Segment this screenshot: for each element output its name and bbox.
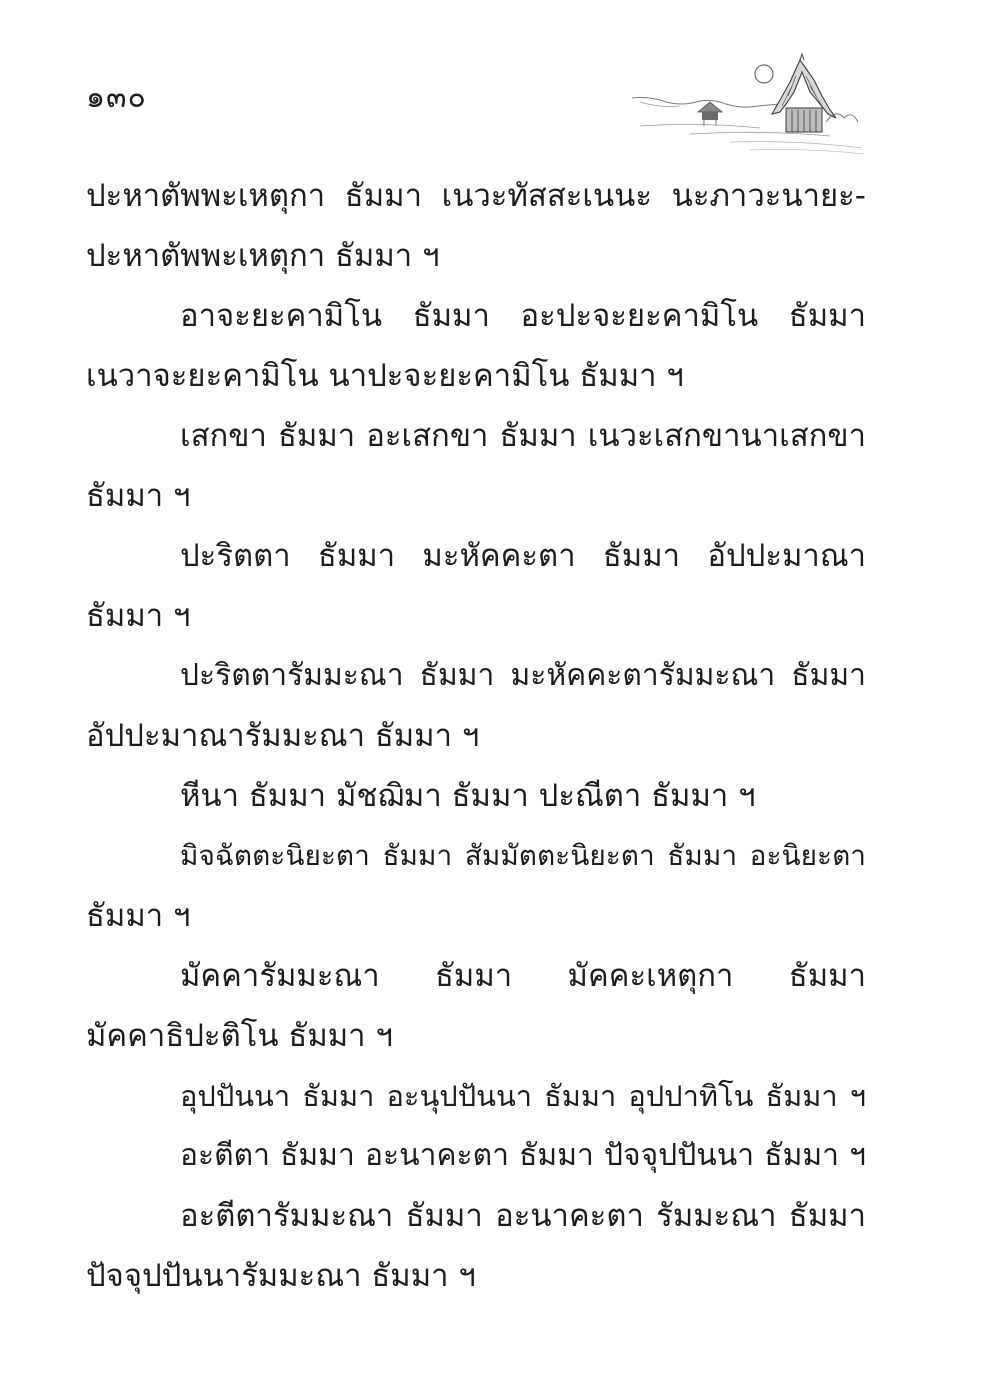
text-line: เนวาจะยะคามิโน นาปะจะยะคามิโน ธัมมา ฯ bbox=[86, 358, 684, 394]
text-line: ธัมมา ฯ bbox=[86, 898, 191, 934]
text-line: ปะริตตารัมมะณา ธัมมา มะหัคคะตารัมมะณา ธัมมา bbox=[180, 658, 866, 693]
text-line: เสกขา ธัมมา อะเสกขา ธัมมา เนวะเสกขานาเสกขา bbox=[180, 418, 866, 454]
body-text bbox=[86, 166, 866, 1306]
text-line: มิจฉัตตะนิยะตา ธัมมา สัมมัตตะนิยะตา ธัมมา อะนิยะตา bbox=[180, 839, 866, 872]
text-line: อาจะยะคามิโน ธัมมา อะปะจะยะคามิโน ธัมมา bbox=[180, 298, 866, 334]
text-line: อัปปะมาณารัมมะณา ธัมมา ฯ bbox=[86, 718, 480, 754]
text-line: อะตีตา ธัมมา อะนาคะตา ธัมมา ปัจจุปปันนา ธัมมา ฯ bbox=[180, 1138, 866, 1173]
text-line: อุปปันนา ธัมมา อะนุปปันนา ธัมมา อุปปาทิโน ธัมมา ฯ bbox=[180, 1079, 866, 1113]
text-line: ปะหาตัพพะเหตุกา ธัมมา ฯ bbox=[86, 238, 440, 274]
temple-landscape-icon bbox=[630, 52, 866, 156]
text-line: มัคคาธิปะติโน ธัมมา ฯ bbox=[86, 1018, 393, 1054]
text-line: ปะหาตัพพะเหตุกา ธัมมา เนวะทัสสะเนนะ นะภาวะนายะ- bbox=[86, 178, 866, 214]
text-line: ปะริตตา ธัมมา มะหัคคะตา ธัมมา อัปปะมาณา bbox=[180, 538, 866, 574]
page-number: ๑๓๐ bbox=[86, 80, 147, 115]
text-line: ปัจจุปปันนารัมมะณา ธัมมา ฯ bbox=[86, 1258, 476, 1294]
text-line: อะตีตารัมมะณา ธัมมา อะนาคะตา รัมมะณา ธัมมา bbox=[180, 1198, 866, 1234]
text-line: มัคคารัมมะณา ธัมมา มัคคะเหตุกา ธัมมา bbox=[180, 958, 866, 994]
text-line: หีนา ธัมมา มัชฌิมา ธัมมา ปะณีตา ธัมมา ฯ bbox=[180, 778, 756, 814]
text-line: ธัมมา ฯ bbox=[86, 598, 191, 634]
text-line: ธัมมา ฯ bbox=[86, 478, 191, 514]
